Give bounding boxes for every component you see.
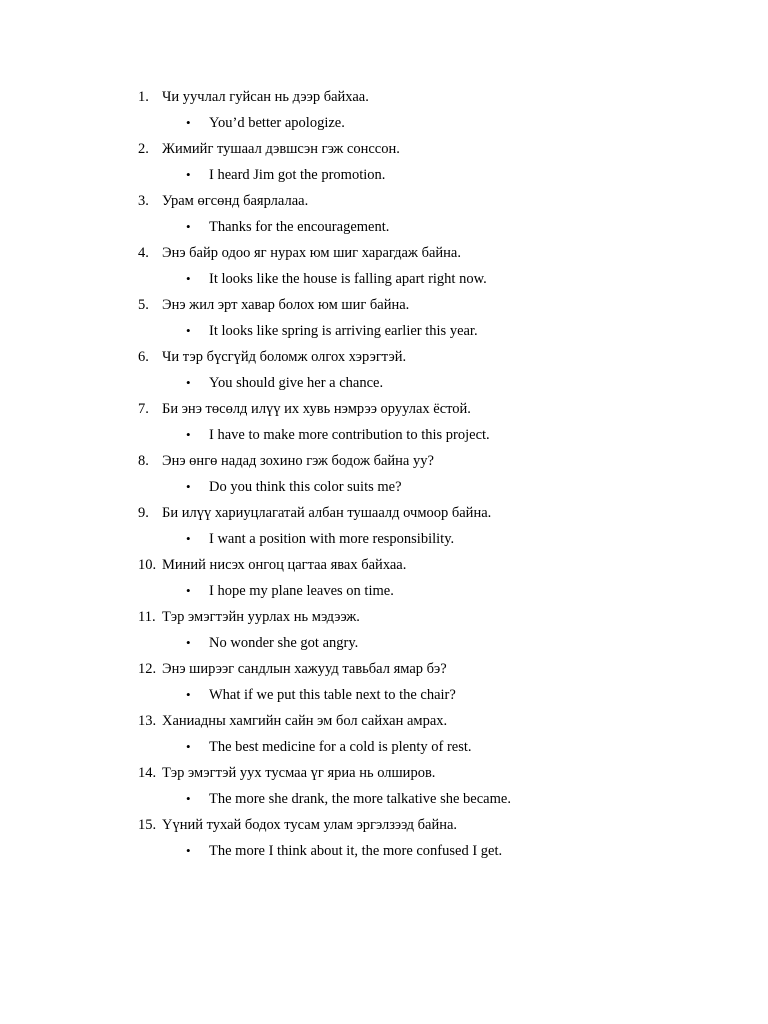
item-number: 12. — [138, 661, 157, 677]
mongolian-line — [0, 708, 768, 734]
bullet-icon: • — [186, 167, 191, 182]
mongolian-line — [0, 812, 768, 838]
mongolian-sentence: Урам өгсөнд баярлалаа. — [162, 193, 309, 209]
english-line — [0, 266, 768, 292]
list-item — [0, 552, 768, 604]
bullet-icon: • — [186, 739, 191, 754]
bullet-icon: • — [186, 479, 191, 494]
english-translation: You’d better apologize. — [209, 115, 345, 131]
mongolian-line — [0, 552, 768, 578]
mongolian-sentence: Чи уучлал гуйсан нь дээр байхаа. — [162, 89, 369, 105]
mongolian-sentence: Жимийг тушаал дэвшсэн гэж сонссон. — [162, 141, 400, 157]
list-item — [0, 396, 768, 448]
list-item — [0, 812, 768, 864]
mongolian-sentence: Тэр эмэгтэйн уурлах нь мэдээж. — [162, 609, 360, 625]
item-number: 14. — [138, 765, 157, 781]
english-line — [0, 318, 768, 344]
english-translation: I heard Jim got the promotion. — [209, 167, 386, 183]
english-line — [0, 526, 768, 552]
mongolian-sentence: Энэ жил эрт хавар болох юм шиг байна. — [162, 297, 410, 313]
list-item — [0, 656, 768, 708]
item-number: 3. — [138, 193, 149, 209]
item-number: 10. — [138, 557, 157, 573]
english-translation: I have to make more contribution to this project. — [209, 427, 490, 443]
english-translation: It looks like spring is arriving earlier this year. — [209, 323, 478, 339]
mongolian-line — [0, 344, 768, 370]
english-line — [0, 838, 768, 864]
phrase-list — [0, 84, 768, 864]
list-item — [0, 604, 768, 656]
list-item — [0, 136, 768, 188]
list-item — [0, 500, 768, 552]
bullet-icon: • — [186, 323, 191, 338]
mongolian-line — [0, 188, 768, 214]
mongolian-sentence: Энэ өнгө надад зохино гэж бодож байна уу? — [162, 453, 434, 469]
mongolian-line — [0, 500, 768, 526]
item-number: 5. — [138, 297, 149, 313]
bullet-icon: • — [186, 791, 191, 806]
mongolian-sentence: Ханиадны хамгийн сайн эм бол сайхан амрах. — [162, 713, 448, 729]
bullet-icon: • — [186, 375, 191, 390]
item-number: 8. — [138, 453, 149, 469]
mongolian-line — [0, 448, 768, 474]
bullet-icon: • — [186, 687, 191, 702]
list-item — [0, 760, 768, 812]
mongolian-line — [0, 604, 768, 630]
mongolian-sentence: Тэр эмэгтэй уух тусмаа үг яриа нь олширов. — [162, 765, 436, 781]
mongolian-line — [0, 396, 768, 422]
bullet-icon: • — [186, 583, 191, 598]
item-number: 11. — [138, 609, 156, 625]
mongolian-line — [0, 240, 768, 266]
english-translation: No wonder she got angry. — [209, 635, 359, 651]
list-item — [0, 708, 768, 760]
bullet-icon: • — [186, 531, 191, 546]
mongolian-sentence: Би илүү хариуцлагатай албан тушаалд очмоор байна. — [162, 505, 492, 521]
mongolian-sentence: Үүний тухай бодох тусам улам эргэлзээд байна. — [162, 817, 458, 833]
english-line — [0, 786, 768, 812]
mongolian-line — [0, 292, 768, 318]
english-line — [0, 578, 768, 604]
item-number: 6. — [138, 349, 149, 365]
mongolian-sentence: Энэ байр одоо яг нурах юм шиг харагдаж байна. — [162, 245, 461, 261]
english-line — [0, 214, 768, 240]
english-line — [0, 422, 768, 448]
mongolian-sentence: Энэ ширээг сандлын хажууд тавьбал ямар бэ? — [162, 661, 447, 677]
english-translation: Do you think this color suits me? — [209, 479, 402, 495]
bullet-icon: • — [186, 427, 191, 442]
item-number: 15. — [138, 817, 157, 833]
item-number: 9. — [138, 505, 149, 521]
mongolian-line — [0, 136, 768, 162]
mongolian-sentence: Би энэ төсөлд илүү их хувь нэмрээ оруулах ёстой. — [162, 401, 471, 417]
mongolian-sentence: Миний нисэх онгоц цагтаа явах байхаа. — [162, 557, 407, 573]
english-translation: Thanks for the encouragement. — [209, 219, 390, 235]
english-translation: I hope my plane leaves on time. — [209, 583, 394, 599]
mongolian-sentence: Чи тэр бүсгүйд боломж олгох хэрэгтэй. — [162, 349, 407, 365]
english-translation: The more she drank, the more talkative she became. — [209, 791, 511, 807]
english-translation: It looks like the house is falling apart right now. — [209, 271, 487, 287]
bullet-icon: • — [186, 843, 191, 858]
list-item — [0, 84, 768, 136]
list-item — [0, 344, 768, 396]
item-number: 2. — [138, 141, 149, 157]
item-number: 7. — [138, 401, 149, 417]
english-line — [0, 734, 768, 760]
english-translation: I want a position with more responsibility. — [209, 531, 455, 547]
english-line — [0, 370, 768, 396]
mongolian-line — [0, 84, 768, 110]
item-number: 13. — [138, 713, 157, 729]
bullet-icon: • — [186, 219, 191, 234]
list-item — [0, 292, 768, 344]
mongolian-line — [0, 760, 768, 786]
english-translation: The more I think about it, the more confused I get. — [209, 843, 503, 859]
english-line — [0, 110, 768, 136]
english-line — [0, 682, 768, 708]
bullet-icon: • — [186, 635, 191, 650]
item-number: 4. — [138, 245, 149, 261]
bullet-icon: • — [186, 271, 191, 286]
list-item — [0, 188, 768, 240]
english-translation: The best medicine for a cold is plenty of rest. — [209, 739, 472, 755]
english-line — [0, 162, 768, 188]
bullet-icon: • — [186, 115, 191, 130]
english-translation: You should give her a chance. — [209, 375, 384, 391]
list-item — [0, 448, 768, 500]
item-number: 1. — [138, 89, 149, 105]
english-line — [0, 474, 768, 500]
english-line — [0, 630, 768, 656]
mongolian-line — [0, 656, 768, 682]
list-item — [0, 240, 768, 292]
english-translation: What if we put this table next to the chair? — [209, 687, 456, 703]
